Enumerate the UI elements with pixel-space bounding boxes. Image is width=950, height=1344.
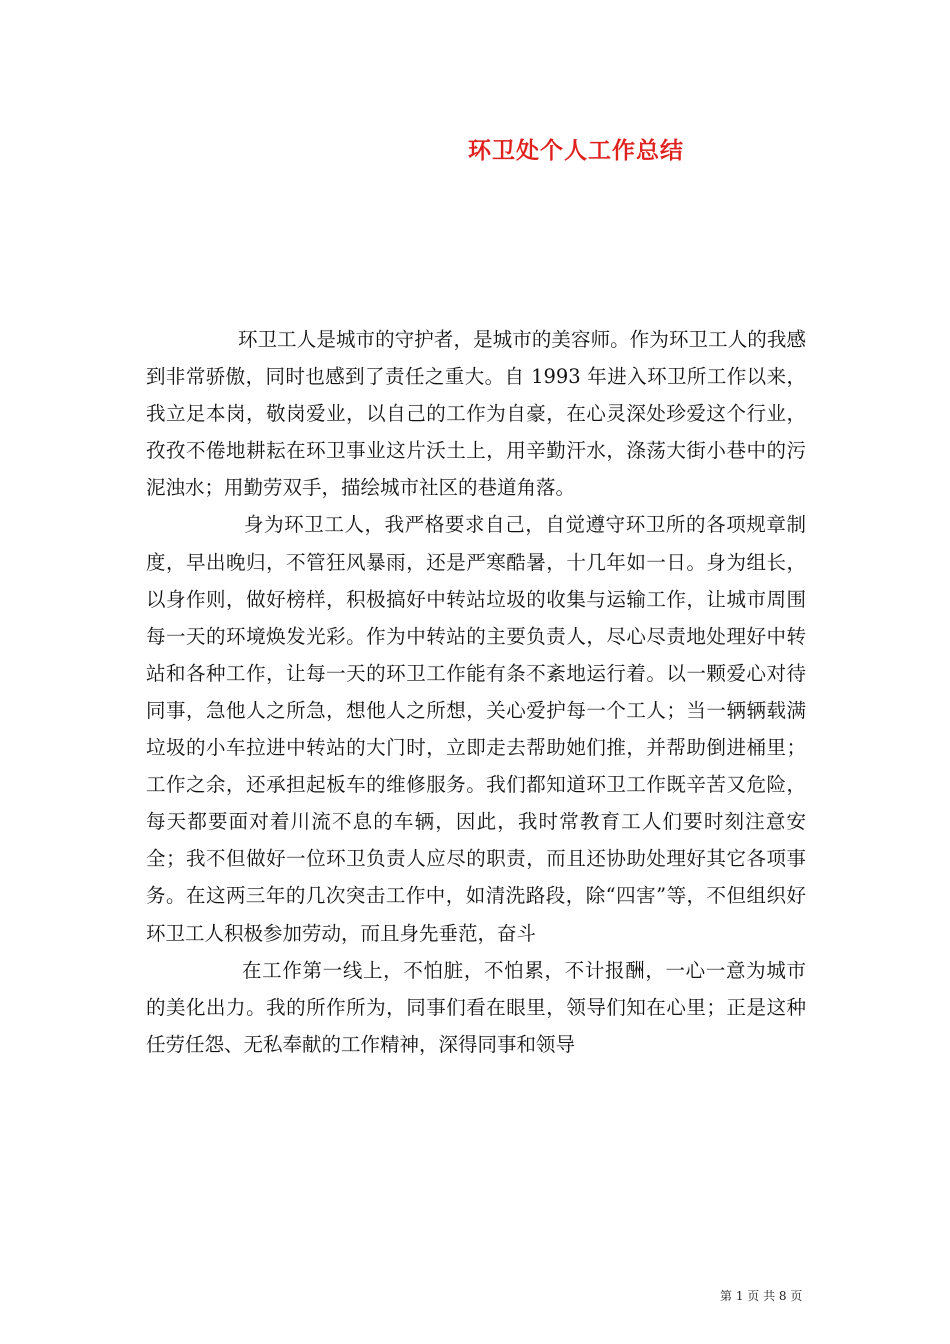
document-title: 环卫处个人工作总结 [468,137,684,164]
page-number-footer: 第 1 页 共 8 页 [720,1289,803,1303]
paragraph-2: 身为环卫工人，我严格要求自己，自觉遵守环卫所的各项规章制度，早出晚归，不管狂风暴雨，还是严寒酷暑，十几年如一日。身为组长，以身作则，做好榜样，积极搞好中转站垃圾的收集与运输工作，让城市周围每一天的环境焕发光彩。作为中转站的主要负责人，尽心尽责地处理好中转站和各种工作，让每一天的环卫工作能有条不紊地运行着。以一颗爱心对待同事，急他人之所急，想他人之所想，关心爱护每一个工人；当一辆辆载满垃圾的小车拉进中转站的大门时，立即走去帮助她们推，并帮助倒进桶里；工作之余，还承担起板车的维修服务。我们都知道环卫工作既辛苦又危险，每天都要面对着川流不息的车辆，因此，我时常教育工人们要时刻注意安全；我不但做好一位环卫负责人应尽的职责，而且还协助处理好其它各项事务。在这两三年的几次突击工作中，如清洗路段，除“四害”等，不但组织好环卫工人积极参加劳动，而且身先垂范，奋斗 [146,513,806,945]
document-body [146,321,806,1063]
paragraph-1: 环卫工人是城市的守护者，是城市的美容师。作为环卫工人的我感到非常骄傲，同时也感到了责任之重大。自 1993 年进入环卫所工作以来，我立足本岗，敬岗爱业，以自己的工作为自豪，在心灵深处珍爱这个行业，孜孜不倦地耕耘在环卫事业这片沃土上，用辛勤汗水，涤荡大街小巷中的污泥浊水；用勤劳双手，描绘城市社区的巷道角落。 [146,328,806,500]
paragraph-3: 在工作第一线上，不怕脏，不怕累，不计报酬，一心一意为城市的美化出力。我的所作所为，同事们看在眼里，领导们知在心里；正是这种任劳任怨、无私奉献的工作精神，深得同事和领导 [146,958,806,1056]
